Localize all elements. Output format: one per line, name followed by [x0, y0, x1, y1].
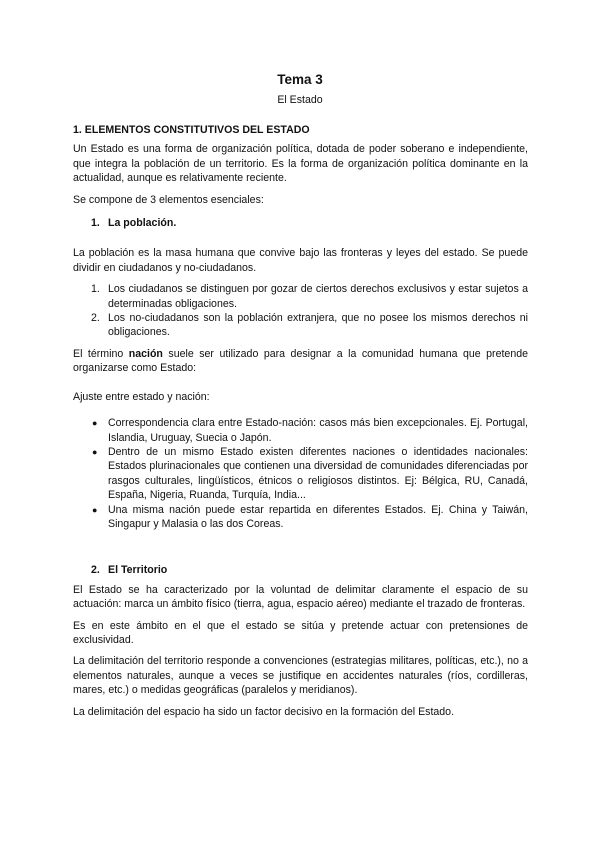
subsection-heading-territorio [73, 563, 528, 577]
paragraph: Es en este ámbito en el que el estado se sitúa y pretende actuar con pretensiones de exclusividad. [73, 619, 528, 646]
text-run: El término [73, 347, 129, 360]
list-item-text: Los ciudadanos se distinguen por gozar de ciertos derechos exclusivos y estar sujetos a determinadas obligaciones. [108, 283, 528, 310]
list-marker: 2. [91, 312, 100, 325]
subsection-number: 2. [91, 564, 100, 577]
paragraph: Ajuste entre estado y nación: [73, 390, 210, 403]
list-item [73, 416, 528, 445]
bullet-icon: ● [92, 418, 98, 429]
list-item-text: Una misma nación puede estar repartida en diferentes Estados. Ej. China y Taiwán, Singapur y Malasia o las dos Coreas. [108, 503, 528, 530]
paragraph: Un Estado es una forma de organización política, dotada de poder soberano e independiente, que integra la población de un territorio. Es la forma de organización política dominante en la actualidad, aunque es relativamente reciente. [73, 143, 528, 185]
list-item [73, 503, 528, 532]
subsection-heading-poblacion [73, 216, 528, 230]
bullet-icon: ● [92, 504, 98, 515]
paragraph: La delimitación del espacio ha sido un factor decisivo en la formación del Estado. [73, 705, 455, 718]
paragraph: El Estado se ha caracterizado por la voluntad de delimitar claramente el espacio de su actuación: marca un ámbito físico (tierra, agua, espacio aéreo) mediante el trazado de fronteras. [73, 583, 528, 611]
paragraph-nacion [73, 347, 528, 376]
list-item-text: Dentro de un mismo Estado existen diferentes naciones o identidades nacionales: Estados plurinacionales que contienen una diversidad de comunidades diferenciadas por rasgos culturales, lingüísticos, étnicos o religiosos distintos. Ej: Bélgica, RU, Canadá, España, Nigeria, Ruanda, Turquía, India... [108, 445, 528, 502]
subsection-title: El Territorio [108, 564, 168, 577]
text-run: suele ser utilizado para designar a la comunidad humana que pretende organizarse como Estado: [73, 347, 528, 375]
document-subtitle: El Estado [277, 94, 323, 106]
bullet-icon: ● [92, 446, 98, 457]
list-item-text: Correspondencia clara entre Estado-nación: casos más bien excepcionales. Ej. Portugal, Islandia, Uruguay, Suecia o Japón. [108, 417, 528, 444]
list-item [73, 311, 528, 340]
list-item [73, 282, 528, 311]
section-heading: 1. ELEMENTOS CONSTITUTIVOS DEL ESTADO [73, 124, 310, 136]
list-item [73, 445, 528, 503]
bullet-list [73, 416, 528, 531]
subsection-title: La población. [108, 217, 177, 230]
document-body [73, 123, 528, 726]
bold-term: nación [128, 347, 163, 360]
paragraph: Se compone de 3 elementos esenciales: [73, 193, 264, 206]
paragraph: La delimitación del territorio responde a convenciones (estrategias militares, políticas, etc.), no a elementos naturales, aunque a veces se justifique en accidentes naturales (ríos, cordilleras, mares, etc.) o medidas geográficas (paralelos y meridianos). [73, 655, 528, 697]
paragraph: La población es la masa humana que convive bajo las fronteras y leyes del estado. Se puede dividir en ciudadanos y no-ciudadanos. [73, 247, 528, 274]
document-title: Tema 3 [277, 72, 323, 87]
numbered-list [73, 282, 528, 340]
list-item-text: Los no-ciudadanos son la población extranjera, que no posee los mismos derechos ni obligaciones. [108, 312, 528, 339]
list-marker: 1. [91, 283, 100, 296]
subsection-number: 1. [91, 217, 100, 230]
